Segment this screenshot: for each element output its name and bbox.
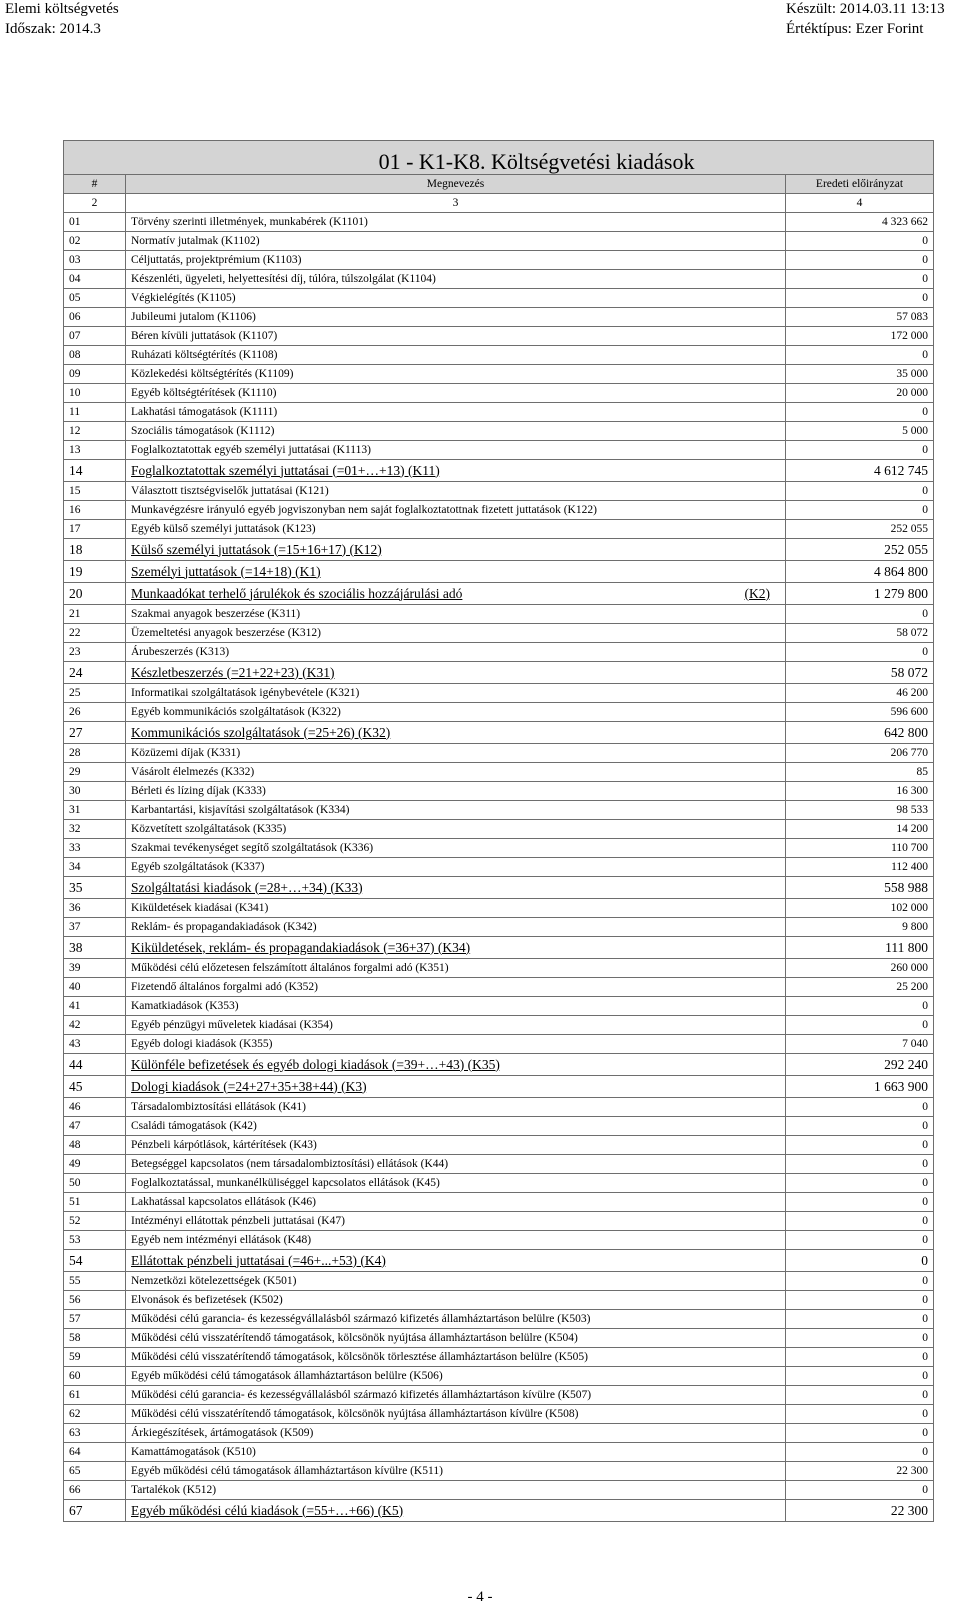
row-value: 4 864 800: [786, 561, 934, 583]
row-number: 14: [64, 460, 126, 482]
table-row: [64, 624, 934, 643]
row-value: 102 000: [786, 899, 934, 918]
row-name: Törvény szerinti illetmények, munkabérek (K1101): [126, 213, 786, 232]
table-row: [64, 1136, 934, 1155]
row-value: 0: [786, 605, 934, 624]
row-number: 19: [64, 561, 126, 583]
row-number: 50: [64, 1174, 126, 1193]
row-number: 07: [64, 327, 126, 346]
table-row: [64, 308, 934, 327]
row-name: Jubileumi jutalom (K1106): [126, 308, 786, 327]
row-number: 42: [64, 1016, 126, 1035]
row-name: Egyéb költségtérítések (K1110): [126, 384, 786, 403]
row-value: 0: [786, 289, 934, 308]
table-row-subtotal: [64, 877, 934, 899]
row-number: 15: [64, 482, 126, 501]
row-name: Nemzetközi kötelezettségek (K501): [126, 1272, 786, 1291]
table-row: [64, 441, 934, 460]
row-name: Vásárolt élelmezés (K332): [126, 763, 786, 782]
table-row: [64, 270, 934, 289]
row-name: Karbantartási, kisjavítási szolgáltatások (K334): [126, 801, 786, 820]
row-name: Céljuttatás, projektprémium (K1103): [126, 251, 786, 270]
row-value: 0: [786, 1310, 934, 1329]
row-number: 29: [64, 763, 126, 782]
row-number: 06: [64, 308, 126, 327]
row-number: 34: [64, 858, 126, 877]
row-number: 30: [64, 782, 126, 801]
table-row: [64, 820, 934, 839]
row-number: 48: [64, 1136, 126, 1155]
table-row-subtotal: [64, 561, 934, 583]
table-row: [64, 482, 934, 501]
row-number: 08: [64, 346, 126, 365]
table-row: [64, 520, 934, 539]
column-index: 2: [64, 194, 126, 213]
row-number: 18: [64, 539, 126, 561]
table-row: [64, 1212, 934, 1231]
row-value: 1 279 800: [786, 583, 934, 605]
page-number: - 4 -: [467, 1589, 493, 1605]
row-number: 46: [64, 1098, 126, 1117]
row-value: 22 300: [786, 1462, 934, 1481]
table-row: [64, 1272, 934, 1291]
row-number: 20: [64, 583, 126, 605]
row-value: 0: [786, 1405, 934, 1424]
row-number: 01: [64, 213, 126, 232]
table-row: [64, 1386, 934, 1405]
row-value: 0: [786, 1250, 934, 1272]
row-number: 49: [64, 1155, 126, 1174]
row-number: 64: [64, 1443, 126, 1462]
table-row-subtotal: [64, 937, 934, 959]
row-value: 25 200: [786, 978, 934, 997]
row-value: 0: [786, 1291, 934, 1310]
row-value: 0: [786, 1424, 934, 1443]
row-name: Fizetendő általános forgalmi adó (K352): [126, 978, 786, 997]
row-name: Készenléti, ügyeleti, helyettesítési díj, túlóra, túlszolgálat (K1104): [126, 270, 786, 289]
row-value: 0: [786, 643, 934, 662]
row-name: Működési célú garancia- és kezességvállalásból származó kifizetés államháztartáson kívülre (K507): [126, 1386, 786, 1405]
table-row-subtotal: [64, 722, 934, 744]
row-value: 4 323 662: [786, 213, 934, 232]
row-number: 45: [64, 1076, 126, 1098]
row-name: Ellátottak pénzbeli juttatásai (=46+...+53) (K4): [126, 1250, 786, 1272]
row-value: 0: [786, 1329, 934, 1348]
row-value: 172 000: [786, 327, 934, 346]
table-row: [64, 1117, 934, 1136]
table-row: [64, 501, 934, 520]
table-row: [64, 384, 934, 403]
row-name: Lakhatási támogatások (K1111): [126, 403, 786, 422]
table-title: 01 - K1-K8. Költségvetési kiadások: [64, 141, 934, 175]
row-number: 55: [64, 1272, 126, 1291]
row-name: Árkiegészítések, ártámogatások (K509): [126, 1424, 786, 1443]
row-name: Egyéb kommunikációs szolgáltatások (K322): [126, 703, 786, 722]
row-name: Társadalombiztosítási ellátások (K41): [126, 1098, 786, 1117]
row-number: 02: [64, 232, 126, 251]
table-row: [64, 346, 934, 365]
row-value: 0: [786, 1174, 934, 1193]
row-name: Családi támogatások (K42): [126, 1117, 786, 1136]
row-name: Készletbeszerzés (=21+22+23) (K31): [126, 662, 786, 684]
row-number: 60: [64, 1367, 126, 1386]
table-row: [64, 744, 934, 763]
row-name: Lakhatással kapcsolatos ellátások (K46): [126, 1193, 786, 1212]
row-number: 59: [64, 1348, 126, 1367]
row-number: 10: [64, 384, 126, 403]
row-number: 51: [64, 1193, 126, 1212]
row-number: 43: [64, 1035, 126, 1054]
row-number: 32: [64, 820, 126, 839]
table-row: [64, 1348, 934, 1367]
column-index: 3: [126, 194, 786, 213]
row-name: Egyéb pénzügyi műveletek kiadásai (K354): [126, 1016, 786, 1035]
row-value: 46 200: [786, 684, 934, 703]
row-number: 57: [64, 1310, 126, 1329]
row-value: 4 612 745: [786, 460, 934, 482]
row-number: 65: [64, 1462, 126, 1481]
row-value: 22 300: [786, 1500, 934, 1522]
row-number: 05: [64, 289, 126, 308]
row-number: 35: [64, 877, 126, 899]
table-row: [64, 918, 934, 937]
row-value: 58 072: [786, 624, 934, 643]
row-name: Működési célú visszatérítendő támogatások, kölcsönök törlesztése államháztartáson belülre (K505): [126, 1348, 786, 1367]
report-value-type: Értéktípus: Ezer Forint: [786, 21, 924, 37]
row-value: 58 072: [786, 662, 934, 684]
row-name: Szociális támogatások (K1112): [126, 422, 786, 441]
table-row: [64, 684, 934, 703]
row-number: 37: [64, 918, 126, 937]
row-value: 0: [786, 997, 934, 1016]
table-row: [64, 605, 934, 624]
row-value: 596 600: [786, 703, 934, 722]
row-number: 17: [64, 520, 126, 539]
table-row: [64, 422, 934, 441]
report-period: Időszak: 2014.3: [5, 21, 101, 37]
row-name: Egyéb működési célú támogatások államháztartáson belülre (K506): [126, 1367, 786, 1386]
row-name: Intézményi ellátottak pénzbeli juttatásai (K47): [126, 1212, 786, 1231]
table-row: [64, 1098, 934, 1117]
row-name: Informatikai szolgáltatások igénybevétele (K321): [126, 684, 786, 703]
report-created: Készült: 2014.03.11 13:13: [786, 1, 945, 17]
table-row: [64, 703, 934, 722]
row-name: Ruházati költségtérítés (K1108): [126, 346, 786, 365]
row-name: Egyéb dologi kiadások (K355): [126, 1035, 786, 1054]
row-name: Külső személyi juttatások (=15+16+17) (K12): [126, 539, 786, 561]
row-value: 252 055: [786, 539, 934, 561]
row-number: 22: [64, 624, 126, 643]
column-header-number: #: [64, 175, 126, 194]
budget-table: [63, 140, 934, 1522]
row-name: Reklám- és propagandakiadások (K342): [126, 918, 786, 937]
column-number-row: [64, 194, 934, 213]
row-name: Egyéb külső személyi juttatások (K123): [126, 520, 786, 539]
table-row: [64, 1329, 934, 1348]
table-row: [64, 899, 934, 918]
table-header-row: [64, 175, 934, 194]
table-row: [64, 1174, 934, 1193]
row-number: 31: [64, 801, 126, 820]
row-name: Kamatkiadások (K353): [126, 997, 786, 1016]
row-value: 260 000: [786, 959, 934, 978]
row-name: Egyéb működési célú kiadások (=55+…+66) (K5): [126, 1500, 786, 1522]
row-name: Végkielégítés (K1105): [126, 289, 786, 308]
row-name-text: Munkaadókat terhelő járulékok és szociális hozzájárulási adó: [131, 585, 463, 601]
row-value: 0: [786, 403, 934, 422]
row-value: 57 083: [786, 308, 934, 327]
row-name: Működési célú visszatérítendő támogatások, kölcsönök nyújtása államháztartáson kívülre (K508): [126, 1405, 786, 1424]
row-number: 09: [64, 365, 126, 384]
row-value: 206 770: [786, 744, 934, 763]
row-number: 58: [64, 1329, 126, 1348]
row-name-code: (K2): [744, 585, 770, 601]
table-row: [64, 978, 934, 997]
table-row: [64, 1193, 934, 1212]
row-value: 0: [786, 251, 934, 270]
row-name: Normatív jutalmak (K1102): [126, 232, 786, 251]
row-name: Szakmai tevékenységet segítő szolgáltatások (K336): [126, 839, 786, 858]
row-name: Közlekedési költségtérítés (K1109): [126, 365, 786, 384]
row-value: 0: [786, 346, 934, 365]
row-number: 56: [64, 1291, 126, 1310]
row-number: 26: [64, 703, 126, 722]
table-row-subtotal: [64, 539, 934, 561]
row-value: 0: [786, 1117, 934, 1136]
row-name: Szolgáltatási kiadások (=28+…+34) (K33): [126, 877, 786, 899]
row-value: 110 700: [786, 839, 934, 858]
row-number: 33: [64, 839, 126, 858]
row-name: Pénzbeli kárpótlások, kártérítések (K43): [126, 1136, 786, 1155]
table-row: [64, 1462, 934, 1481]
column-index: 4: [786, 194, 934, 213]
row-name: Különféle befizetések és egyéb dologi kiadások (=39+…+43) (K35): [126, 1054, 786, 1076]
table-row-subtotal: [64, 1500, 934, 1522]
table-row: [64, 997, 934, 1016]
row-name: Működési célú garancia- és kezességvállalásból származó kifizetés államháztartáson belülre (K503): [126, 1310, 786, 1329]
row-value: 0: [786, 1098, 934, 1117]
row-name: Üzemeltetési anyagok beszerzése (K312): [126, 624, 786, 643]
table-row-subtotal: [64, 460, 934, 482]
row-value: 112 400: [786, 858, 934, 877]
table-row: [64, 1443, 934, 1462]
row-number: 38: [64, 937, 126, 959]
row-number: 16: [64, 501, 126, 520]
row-number: 52: [64, 1212, 126, 1231]
row-number: 21: [64, 605, 126, 624]
row-number: 63: [64, 1424, 126, 1443]
row-value: 0: [786, 1136, 934, 1155]
row-number: 41: [64, 997, 126, 1016]
table-row: [64, 232, 934, 251]
row-name: Dologi kiadások (=24+27+35+38+44) (K3): [126, 1076, 786, 1098]
row-number: 27: [64, 722, 126, 744]
table-row: [64, 643, 934, 662]
row-value: 35 000: [786, 365, 934, 384]
table-row: [64, 839, 934, 858]
table-row: [64, 763, 934, 782]
table-row: [64, 1155, 934, 1174]
table-row: [64, 959, 934, 978]
table-row: [64, 1310, 934, 1329]
table-row: [64, 801, 934, 820]
table-title-row: [64, 141, 934, 175]
row-number: 04: [64, 270, 126, 289]
table-row-subtotal: [64, 662, 934, 684]
row-value: 0: [786, 1016, 934, 1035]
row-value: 1 663 900: [786, 1076, 934, 1098]
row-value: 642 800: [786, 722, 934, 744]
row-value: 20 000: [786, 384, 934, 403]
report-title: Elemi költségvetés: [5, 1, 119, 17]
row-name: Szakmai anyagok beszerzése (K311): [126, 605, 786, 624]
table-row: [64, 858, 934, 877]
row-name: Elvonások és befizetések (K502): [126, 1291, 786, 1310]
table-row: [64, 327, 934, 346]
row-name: Kamattámogatások (K510): [126, 1443, 786, 1462]
row-value: 0: [786, 1481, 934, 1500]
row-number: 66: [64, 1481, 126, 1500]
table-row: [64, 1424, 934, 1443]
row-number: 61: [64, 1386, 126, 1405]
row-name: Béren kívüli juttatások (K1107): [126, 327, 786, 346]
column-header-name: Megnevezés: [126, 175, 786, 194]
row-value: 0: [786, 232, 934, 251]
row-number: 44: [64, 1054, 126, 1076]
row-value: 0: [786, 1367, 934, 1386]
table-row: [64, 403, 934, 422]
row-value: 0: [786, 1272, 934, 1291]
row-number: 28: [64, 744, 126, 763]
row-number: 12: [64, 422, 126, 441]
row-name: Kiküldetések, reklám- és propagandakiadások (=36+37) (K34): [126, 937, 786, 959]
row-name: Működési célú előzetesen felszámított általános forgalmi adó (K351): [126, 959, 786, 978]
row-value: 0: [786, 1155, 934, 1174]
row-name: Választott tisztségviselők juttatásai (K121): [126, 482, 786, 501]
row-value: 558 988: [786, 877, 934, 899]
table-row: [64, 289, 934, 308]
row-name: Munkavégzésre irányuló egyéb jogviszonyban nem saját foglalkoztatottnak fizetett juttatások (K122): [126, 501, 786, 520]
row-name: Működési célú visszatérítendő támogatások, kölcsönök nyújtása államháztartáson belülre (K504): [126, 1329, 786, 1348]
table-row: [64, 213, 934, 232]
row-value: 9 800: [786, 918, 934, 937]
row-number: 53: [64, 1231, 126, 1250]
row-name: Foglalkoztatottak egyéb személyi juttatásai (K1113): [126, 441, 786, 460]
row-value: 111 800: [786, 937, 934, 959]
row-value: 0: [786, 501, 934, 520]
table-row: [64, 1016, 934, 1035]
table-row: [64, 1367, 934, 1386]
row-value: 252 055: [786, 520, 934, 539]
table-row: [64, 1481, 934, 1500]
row-name: Közüzemi díjak (K331): [126, 744, 786, 763]
row-name: [126, 583, 786, 605]
table-row: [64, 782, 934, 801]
row-number: 67: [64, 1500, 126, 1522]
row-number: 40: [64, 978, 126, 997]
row-name: Bérleti és lízing díjak (K333): [126, 782, 786, 801]
table-row: [64, 1405, 934, 1424]
row-name: Árubeszerzés (K313): [126, 643, 786, 662]
table-row: [64, 1035, 934, 1054]
row-value: 0: [786, 441, 934, 460]
row-value: 0: [786, 1386, 934, 1405]
table-row-subtotal: [64, 583, 934, 605]
row-value: 0: [786, 482, 934, 501]
row-name: Egyéb szolgáltatások (K337): [126, 858, 786, 877]
row-name: Egyéb nem intézményi ellátások (K48): [126, 1231, 786, 1250]
table-row-subtotal: [64, 1054, 934, 1076]
table-row-subtotal: [64, 1250, 934, 1272]
table-row: [64, 365, 934, 384]
row-value: 14 200: [786, 820, 934, 839]
row-value: 85: [786, 763, 934, 782]
row-number: 39: [64, 959, 126, 978]
row-name: Személyi juttatások (=14+18) (K1): [126, 561, 786, 583]
row-value: 5 000: [786, 422, 934, 441]
row-number: 25: [64, 684, 126, 703]
row-name: Kommunikációs szolgáltatások (=25+26) (K32): [126, 722, 786, 744]
table-row-subtotal: [64, 1076, 934, 1098]
row-value: 16 300: [786, 782, 934, 801]
row-value: 0: [786, 1212, 934, 1231]
row-number: 03: [64, 251, 126, 270]
row-value: 0: [786, 1193, 934, 1212]
row-number: 24: [64, 662, 126, 684]
row-name: Kiküldetések kiadásai (K341): [126, 899, 786, 918]
row-value: 7 040: [786, 1035, 934, 1054]
row-value: 0: [786, 1231, 934, 1250]
column-header-value: Eredeti előirányzat: [786, 175, 934, 194]
row-number: 47: [64, 1117, 126, 1136]
table-row: [64, 1291, 934, 1310]
row-name: Foglalkoztatással, munkanélküliséggel kapcsolatos ellátások (K45): [126, 1174, 786, 1193]
row-number: 54: [64, 1250, 126, 1272]
row-value: 98 533: [786, 801, 934, 820]
table-row: [64, 1231, 934, 1250]
row-name: Közvetített szolgáltatások (K335): [126, 820, 786, 839]
row-value: 292 240: [786, 1054, 934, 1076]
row-number: 23: [64, 643, 126, 662]
row-value: 0: [786, 1443, 934, 1462]
row-name: Foglalkoztatottak személyi juttatásai (=01+…+13) (K11): [126, 460, 786, 482]
table-row: [64, 251, 934, 270]
row-name: Egyéb működési célú támogatások államháztartáson kívülre (K511): [126, 1462, 786, 1481]
row-value: 0: [786, 1348, 934, 1367]
row-value: 0: [786, 270, 934, 289]
row-name: Tartalékok (K512): [126, 1481, 786, 1500]
row-number: 11: [64, 403, 126, 422]
row-name: Betegséggel kapcsolatos (nem társadalombiztosítási) ellátások (K44): [126, 1155, 786, 1174]
row-number: 62: [64, 1405, 126, 1424]
row-number: 13: [64, 441, 126, 460]
row-number: 36: [64, 899, 126, 918]
